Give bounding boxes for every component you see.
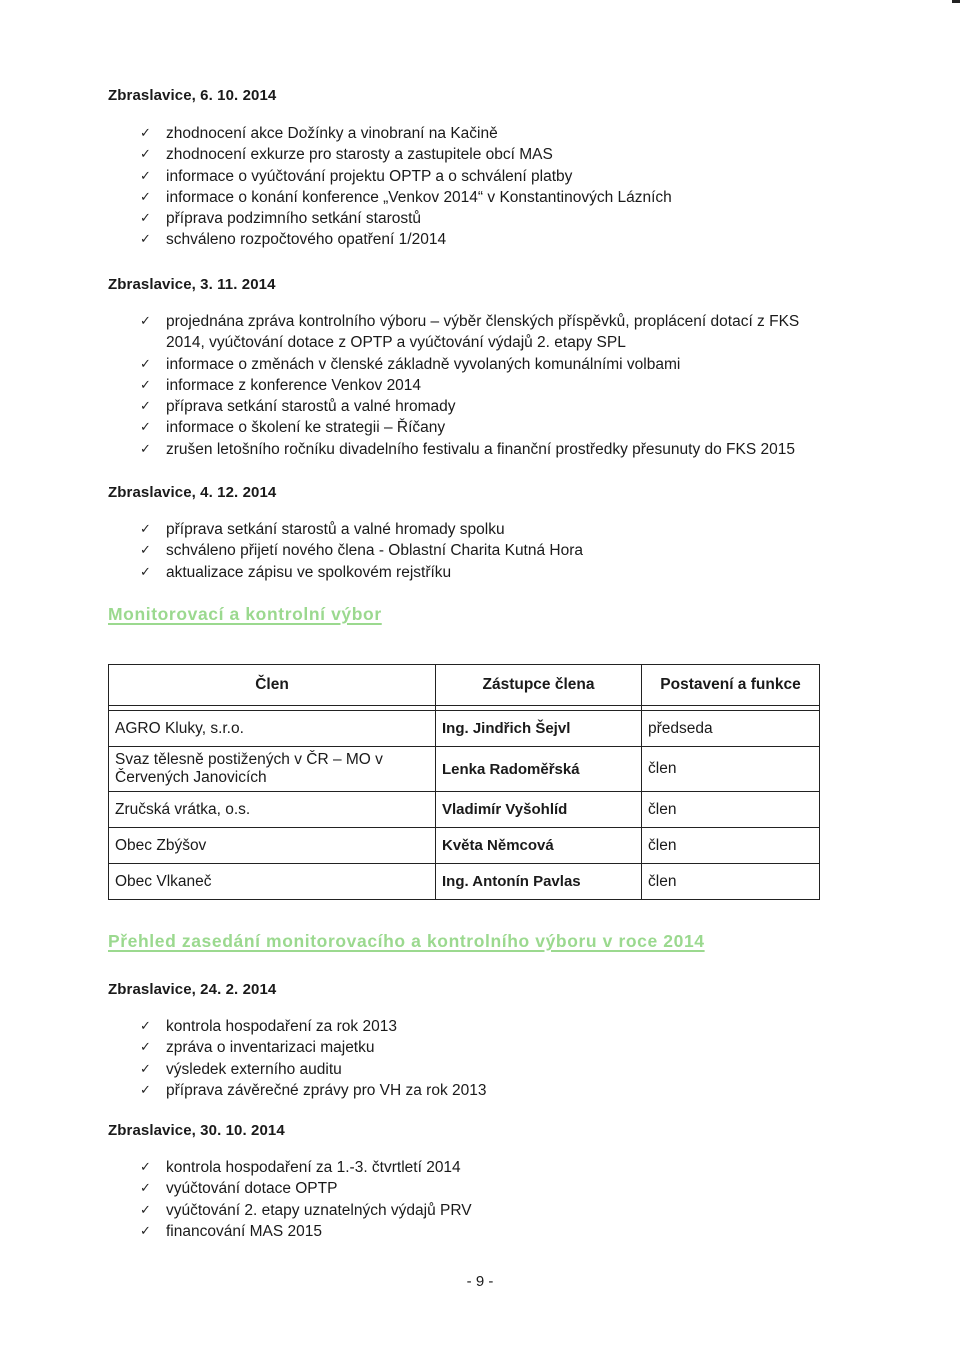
column-header: Člen [109,665,436,706]
meeting-items-list [140,1157,840,1242]
meeting-heading: Zbraslavice, 4. 12. 2014 [108,484,277,501]
checkmark-icon: ✓ [140,168,151,184]
list-item [140,375,840,396]
checkmark-icon: ✓ [140,1040,151,1056]
meeting-heading: Zbraslavice, 24. 2. 2014 [108,981,277,998]
checkmark-icon: ✓ [140,420,151,436]
list-item [140,1221,840,1242]
list-item [140,1037,840,1058]
list-item-text: schváleno rozpočtového opatření 1/2014 [166,231,447,249]
checkmark-icon: ✓ [140,1160,151,1175]
checkmark-icon: ✓ [140,1061,151,1077]
list-item-text: financování MAS 2015 [166,1222,322,1240]
list-item [140,187,840,208]
list-item [140,1178,840,1199]
list-item [140,1059,840,1080]
checkmark-icon: ✓ [140,126,151,141]
list-item [140,208,840,229]
list-item-text: zhodnocení exkurze pro starosty a zastupitele obcí MAS [166,146,553,164]
list-item [140,123,840,144]
meeting-heading: Zbraslavice, 30. 10. 2014 [108,1122,285,1139]
column-header: Zástupce člena [436,665,642,706]
meeting-items-list [140,123,840,251]
corner-mark [952,0,960,3]
checkmark-icon: ✓ [140,399,151,415]
list-item-text: informace z konference Venkov 2014 [166,376,422,394]
list-item-text: zrušen letošního ročníku divadelního festivalu a finanční prostředky přesunuty do FKS 2015 [166,440,795,458]
list-item [140,396,840,417]
checkmark-icon: ✓ [140,314,151,329]
checkmark-icon: ✓ [140,1181,151,1197]
list-item-text: zhodnocení akce Dožínky a vinobraní na Kačině [166,125,498,142]
checkmark-icon: ✓ [140,1082,151,1098]
committee-table [108,664,820,900]
table-row [109,828,820,864]
representative-cell: Vladimír Vyšohlíd [436,792,642,828]
list-item [140,519,840,540]
list-item-text: příprava setkání starostů a valné hromady [166,398,456,416]
checkmark-icon: ✓ [140,522,151,537]
list-item-text: aktualizace zápisu ve spolkovém rejstříku [166,563,452,581]
list-item-text: příprava setkání starostů a valné hromady spolku [166,521,505,538]
list-item [140,562,840,583]
list-item [140,1157,840,1178]
member-cell: Zručská vrátka, o.s. [109,792,436,828]
page-number: - 9 - [466,1273,494,1290]
table-header-row [109,665,820,706]
checkmark-icon: ✓ [140,147,151,163]
meeting-heading: Zbraslavice, 6. 10. 2014 [108,87,277,104]
list-item-text: schváleno přijetí nového člena - Oblastní Charita Kutná Hora [166,542,584,560]
list-item-text: projednána zpráva kontrolního výboru – výběr členských příspěvků, proplácení dotací z FKS 2014, vyúčtování dotace z OPTP a vyúčtování výdajů 2. etapy SPL [166,313,800,352]
representative-cell: Květa Němcová [436,828,642,864]
role-cell: člen [642,828,820,864]
list-item-text: zpráva o inventarizaci majetku [166,1039,375,1057]
member-cell: Obec Vlkaneč [109,864,436,900]
checkmark-icon: ✓ [140,377,151,393]
checkmark-icon: ✓ [140,564,151,580]
member-cell: AGRO Kluky, s.r.o. [109,711,436,747]
meeting-items-list [140,519,840,583]
list-item-text: informace o konání konference „Venkov 2014“ v Konstantinových Lázních [166,188,672,206]
role-cell: člen [642,747,820,792]
checkmark-icon: ✓ [140,1019,151,1034]
member-cell: Obec Zbýšov [109,828,436,864]
list-item [140,1200,840,1221]
list-item [140,439,840,460]
meeting-items-list [140,311,840,460]
list-item-text: vyúčtování dotace OPTP [166,1180,338,1198]
list-item [140,311,840,354]
table-row [109,747,820,792]
meeting-items-list [140,1016,840,1101]
table-row [109,711,820,747]
list-item-text: kontrola hospodaření za 1.-3. čtvrtletí 2014 [166,1159,461,1176]
list-item [140,1016,840,1037]
list-item-text: příprava závěrečné zprávy pro VH za rok 2013 [166,1081,487,1099]
representative-cell: Lenka Radoměřská [436,747,642,792]
meeting-heading: Zbraslavice, 3. 11. 2014 [108,276,276,293]
representative-cell: Ing. Antonín Pavlas [436,864,642,900]
list-item-text: kontrola hospodaření za rok 2013 [166,1018,397,1035]
role-cell: předseda [642,711,820,747]
section-title-committee: Monitorovací a kontrolní výbor [108,604,382,624]
list-item [140,1080,840,1101]
list-item-text: příprava podzimního setkání starostů [166,210,422,228]
checkmark-icon: ✓ [140,441,151,457]
checkmark-icon: ✓ [140,1202,151,1218]
role-cell: člen [642,792,820,828]
checkmark-icon: ✓ [140,189,151,205]
list-item [140,354,840,375]
list-item-text: informace o vyúčtování projektu OPTP a o schválení platby [166,167,573,185]
checkmark-icon: ✓ [140,232,151,248]
list-item-text: vyúčtování 2. etapy uznatelných výdajů PRV [166,1201,472,1219]
role-cell: člen [642,864,820,900]
list-item [140,417,840,438]
checkmark-icon: ✓ [140,1223,151,1239]
member-cell: Svaz tělesně postižených v ČR – MO v Červených Janovicích [109,747,436,792]
list-item-text: výsledek externího auditu [166,1060,342,1078]
list-item [140,229,840,250]
checkmark-icon: ✓ [140,356,151,372]
section-title-overview: Přehled zasedání monitorovacího a kontrolního výboru v roce 2014 [108,931,705,951]
column-header: Postavení a funkce [642,665,820,706]
table-row [109,792,820,828]
list-item [140,166,840,187]
checkmark-icon: ✓ [140,211,151,227]
list-item-text: informace o školení ke strategii – Říčany [166,419,446,437]
checkmark-icon: ✓ [140,543,151,559]
list-item [140,144,840,165]
table-row [109,864,820,900]
list-item-text: informace o změnách v členské základně vyvolaných komunálními volbami [166,355,681,373]
list-item [140,540,840,561]
representative-cell: Ing. Jindřich Šejvl [436,711,642,747]
